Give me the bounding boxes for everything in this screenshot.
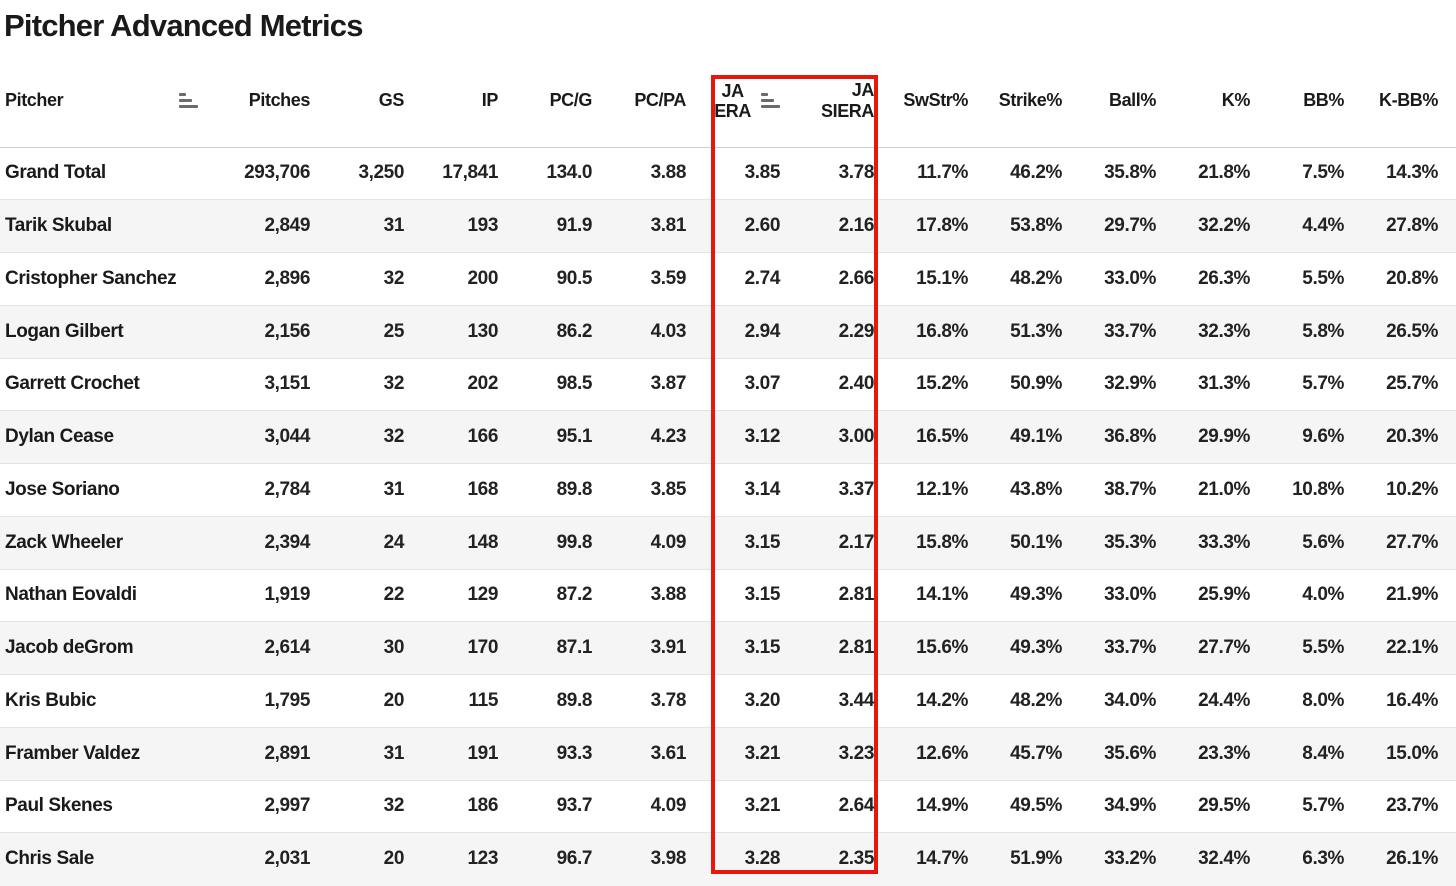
cell-ja_siera: 3.78 <box>838 162 874 184</box>
cell-ja_siera: 2.81 <box>798 569 892 622</box>
pitcher-name-cell: Nathan Eovaldi <box>0 569 234 622</box>
cell-ja_siera: 2.66 <box>798 253 892 306</box>
cell-pc_g: 96.7 <box>516 833 610 886</box>
cell-ip: 115 <box>422 675 516 728</box>
page-title: Pitcher Advanced Metrics <box>4 8 363 43</box>
cell-k_pct: 26.3% <box>1174 253 1268 306</box>
table-row <box>0 411 1456 464</box>
cell-ip: 123 <box>422 833 516 886</box>
column-header-strike_pct[interactable] <box>986 55 1080 147</box>
cell-pitches: 3,044 <box>234 411 328 464</box>
cell-pc_pa: 3.59 <box>610 253 704 306</box>
cell-ball_pct: 33.2% <box>1080 833 1174 886</box>
cell-k_bb_pct: 23.7% <box>1362 780 1456 833</box>
column-label-bb_pct: BB% <box>1303 90 1344 111</box>
column-label-swstr_pct: SwStr% <box>903 90 968 111</box>
cell-pitches: 2,849 <box>234 200 328 253</box>
cell-pc_g: 91.9 <box>516 200 610 253</box>
cell-swstr_pct: 16.5% <box>892 411 986 464</box>
cell-ip: 130 <box>422 305 516 358</box>
cell-k_bb_pct: 25.7% <box>1362 358 1456 411</box>
table-row <box>0 675 1456 728</box>
table-row <box>0 358 1456 411</box>
pitcher-name-cell: Paul Skenes <box>0 780 234 833</box>
cell-ball_pct: 35.6% <box>1080 727 1174 780</box>
cell-pc_pa: 3.88 <box>650 162 686 184</box>
cell-ip: 202 <box>422 358 516 411</box>
column-header-ja_era[interactable] <box>704 55 798 147</box>
cell-pc_pa: 4.09 <box>610 516 704 569</box>
cell-pc_pa: 4.09 <box>610 780 704 833</box>
cell-k_pct: 32.3% <box>1174 305 1268 358</box>
cell-gs: 30 <box>328 622 422 675</box>
cell-k_bb_pct: 21.9% <box>1362 569 1456 622</box>
cell-gs: 31 <box>328 464 422 517</box>
cell-bb_pct: 5.8% <box>1268 305 1362 358</box>
cell-strike_pct: 51.9% <box>986 833 1080 886</box>
cell-k_pct: 21.0% <box>1174 464 1268 517</box>
cell-strike_pct: 48.2% <box>986 253 1080 306</box>
cell-ja_era: 3.21 <box>704 727 798 780</box>
column-header-pc_pa[interactable] <box>610 55 704 147</box>
cell-k_bb_pct: 15.0% <box>1362 727 1456 780</box>
cell-gs: 32 <box>328 411 422 464</box>
column-header-ip[interactable] <box>422 55 516 147</box>
cell-bb_pct: 5.5% <box>1268 622 1362 675</box>
pitcher-name-cell: Cristopher Sanchez <box>0 253 234 306</box>
cell-swstr_pct: 14.7% <box>892 833 986 886</box>
cell-bb_pct: 5.5% <box>1268 253 1362 306</box>
column-header-bb_pct[interactable] <box>1268 55 1362 147</box>
cell-pc_pa: 3.87 <box>610 358 704 411</box>
cell-ball_pct: 38.7% <box>1080 464 1174 517</box>
cell-strike_pct: 51.3% <box>986 305 1080 358</box>
pitcher-name-cell: Grand Total <box>5 162 106 184</box>
cell-k_pct: 29.5% <box>1174 780 1268 833</box>
column-header-k_bb_pct[interactable] <box>1362 55 1456 147</box>
pitcher-name-cell: Jacob deGrom <box>0 622 234 675</box>
column-header-pc_g[interactable] <box>516 55 610 147</box>
cell-ja_siera: 3.37 <box>798 464 892 517</box>
cell-ja_siera: 2.35 <box>798 833 892 886</box>
cell-k_bb_pct: 27.7% <box>1362 516 1456 569</box>
cell-pc_pa: 3.88 <box>610 569 704 622</box>
cell-ball_pct: 34.0% <box>1080 675 1174 728</box>
cell-bb_pct: 4.0% <box>1268 569 1362 622</box>
cell-ja_siera: 2.40 <box>798 358 892 411</box>
table-row <box>0 253 1456 306</box>
cell-pc_pa: 4.23 <box>610 411 704 464</box>
pitcher-name-cell: Dylan Cease <box>0 411 234 464</box>
cell-strike_pct: 46.2% <box>1010 162 1062 184</box>
cell-ja_siera: 2.17 <box>798 516 892 569</box>
column-label-k_pct: K% <box>1221 90 1250 111</box>
column-label-pitches: Pitches <box>248 90 310 111</box>
cell-k_bb_pct: 20.3% <box>1362 411 1456 464</box>
cell-k_bb_pct: 26.1% <box>1362 833 1456 886</box>
cell-pitches: 2,156 <box>234 305 328 358</box>
cell-bb_pct: 5.7% <box>1268 780 1362 833</box>
column-label-gs: GS <box>378 90 404 111</box>
cell-pitches: 2,784 <box>234 464 328 517</box>
cell-pc_pa: 3.61 <box>610 727 704 780</box>
cell-k_pct: 23.3% <box>1174 727 1268 780</box>
cell-ja_era: 3.12 <box>704 411 798 464</box>
cell-ip: 193 <box>422 200 516 253</box>
cell-pc_g: 87.1 <box>516 622 610 675</box>
cell-pc_g: 134.0 <box>546 162 592 184</box>
cell-swstr_pct: 14.1% <box>892 569 986 622</box>
cell-k_pct: 27.7% <box>1174 622 1268 675</box>
column-header-ja_siera[interactable] <box>798 55 892 147</box>
cell-ball_pct: 33.7% <box>1080 305 1174 358</box>
column-label-k_bb_pct: K-BB% <box>1379 90 1438 111</box>
cell-ball_pct: 33.0% <box>1080 569 1174 622</box>
cell-bb_pct: 9.6% <box>1268 411 1362 464</box>
table-row <box>0 569 1456 622</box>
cell-strike_pct: 49.5% <box>986 780 1080 833</box>
pitcher-name-cell: Jose Soriano <box>0 464 234 517</box>
cell-swstr_pct: 14.9% <box>892 780 986 833</box>
cell-ja_siera: 2.29 <box>798 305 892 358</box>
cell-ip: 166 <box>422 411 516 464</box>
cell-ja_era: 3.07 <box>704 358 798 411</box>
cell-k_bb_pct: 16.4% <box>1362 675 1456 728</box>
table-row <box>0 464 1456 517</box>
cell-gs: 31 <box>328 727 422 780</box>
cell-gs: 24 <box>328 516 422 569</box>
cell-pc_g: 93.3 <box>516 727 610 780</box>
cell-pc_g: 89.8 <box>516 464 610 517</box>
cell-bb_pct: 10.8% <box>1268 464 1362 517</box>
cell-ball_pct: 33.0% <box>1080 253 1174 306</box>
cell-swstr_pct: 16.8% <box>892 305 986 358</box>
cell-pc_g: 90.5 <box>516 253 610 306</box>
pitcher-name-cell: Framber Valdez <box>0 727 234 780</box>
cell-swstr_pct: 15.2% <box>892 358 986 411</box>
cell-ball_pct: 32.9% <box>1080 358 1174 411</box>
cell-ja_era: 3.20 <box>704 675 798 728</box>
cell-ip: 191 <box>422 727 516 780</box>
cell-pc_g: 98.5 <box>516 358 610 411</box>
cell-bb_pct: 8.0% <box>1268 675 1362 728</box>
pitcher-name-cell: Garrett Crochet <box>0 358 234 411</box>
cell-bb_pct: 4.4% <box>1268 200 1362 253</box>
cell-swstr_pct: 17.8% <box>892 200 986 253</box>
cell-pc_pa: 3.98 <box>610 833 704 886</box>
cell-ip: 168 <box>422 464 516 517</box>
cell-pitches: 2,394 <box>234 516 328 569</box>
cell-ja_era: 2.60 <box>704 200 798 253</box>
cell-gs: 22 <box>328 569 422 622</box>
table-row <box>0 833 1456 886</box>
sort-bars-icon[interactable] <box>179 93 198 108</box>
cell-pc_g: 93.7 <box>516 780 610 833</box>
cell-ja_siera: 2.16 <box>798 200 892 253</box>
table-row <box>0 727 1456 780</box>
column-label-ip: IP <box>481 90 498 111</box>
table-header-row <box>0 55 1456 147</box>
column-label-pitcher: Pitcher <box>5 90 64 111</box>
table-row <box>0 305 1456 358</box>
cell-pitches: 2,891 <box>234 727 328 780</box>
cell-ja_siera: 3.23 <box>798 727 892 780</box>
pitcher-name-cell: Tarik Skubal <box>0 200 234 253</box>
cell-ja_era: 3.21 <box>704 780 798 833</box>
cell-ip: 200 <box>422 253 516 306</box>
column-label-ja_era: JA ERA <box>714 80 751 121</box>
cell-strike_pct: 50.1% <box>986 516 1080 569</box>
table-row <box>0 780 1456 833</box>
cell-ja_era: 3.15 <box>704 622 798 675</box>
cell-k_bb_pct: 10.2% <box>1362 464 1456 517</box>
cell-gs: 20 <box>328 833 422 886</box>
pitcher-name-cell: Zack Wheeler <box>0 516 234 569</box>
cell-k_pct: 25.9% <box>1174 569 1268 622</box>
cell-ip: 148 <box>422 516 516 569</box>
pitcher-name-cell: Chris Sale <box>0 833 234 886</box>
column-label-pc_g: PC/G <box>549 90 592 111</box>
cell-swstr_pct: 15.6% <box>892 622 986 675</box>
cell-bb_pct: 6.3% <box>1268 833 1362 886</box>
column-label-strike_pct: Strike% <box>998 90 1062 111</box>
cell-k_pct: 32.2% <box>1174 200 1268 253</box>
cell-ip: 129 <box>422 569 516 622</box>
column-header-swstr_pct[interactable] <box>892 55 986 147</box>
cell-gs: 25 <box>328 305 422 358</box>
cell-pc_pa: 3.81 <box>610 200 704 253</box>
cell-ja_era: 3.85 <box>744 162 780 184</box>
cell-swstr_pct: 11.7% <box>917 162 968 184</box>
cell-ja_siera: 2.64 <box>798 780 892 833</box>
cell-pitches: 3,151 <box>234 358 328 411</box>
column-header-ball_pct[interactable] <box>1080 55 1174 147</box>
cell-k_pct: 33.3% <box>1174 516 1268 569</box>
cell-k_bb_pct: 14.3% <box>1386 162 1438 184</box>
cell-ja_era: 3.14 <box>704 464 798 517</box>
cell-pitches: 2,997 <box>234 780 328 833</box>
cell-ja_era: 2.74 <box>704 253 798 306</box>
cell-ja_era: 3.15 <box>704 569 798 622</box>
cell-pc_g: 89.8 <box>516 675 610 728</box>
cell-bb_pct: 5.6% <box>1268 516 1362 569</box>
cell-ball_pct: 33.7% <box>1080 622 1174 675</box>
cell-swstr_pct: 12.6% <box>892 727 986 780</box>
cell-strike_pct: 50.9% <box>986 358 1080 411</box>
column-label-ja_siera: JA SIERA <box>820 79 874 121</box>
table-row <box>0 147 1456 200</box>
column-header-k_pct[interactable] <box>1174 55 1268 147</box>
cell-ball_pct: 35.3% <box>1080 516 1174 569</box>
cell-ball_pct: 34.9% <box>1080 780 1174 833</box>
cell-gs: 32 <box>328 358 422 411</box>
pitcher-name-cell: Kris Bubic <box>0 675 234 728</box>
cell-pitches: 293,706 <box>244 162 310 184</box>
cell-ip: 17,841 <box>442 162 498 184</box>
cell-bb_pct: 8.4% <box>1268 727 1362 780</box>
column-header-gs[interactable] <box>328 55 422 147</box>
cell-pc_g: 95.1 <box>516 411 610 464</box>
cell-swstr_pct: 14.2% <box>892 675 986 728</box>
cell-ip: 186 <box>422 780 516 833</box>
cell-k_pct: 21.8% <box>1198 162 1250 184</box>
column-header-pitcher[interactable] <box>0 55 234 147</box>
cell-gs: 31 <box>328 200 422 253</box>
cell-gs: 20 <box>328 675 422 728</box>
table-row <box>0 516 1456 569</box>
cell-ja_siera: 3.44 <box>798 675 892 728</box>
column-header-pitches[interactable] <box>234 55 328 147</box>
cell-ball_pct: 29.7% <box>1080 200 1174 253</box>
cell-strike_pct: 43.8% <box>986 464 1080 517</box>
cell-k_pct: 31.3% <box>1174 358 1268 411</box>
cell-pitches: 2,614 <box>234 622 328 675</box>
cell-k_pct: 29.9% <box>1174 411 1268 464</box>
cell-gs: 3,250 <box>358 162 404 184</box>
column-label-ball_pct: Ball% <box>1108 90 1156 111</box>
column-label-pc_pa: PC/PA <box>634 90 686 111</box>
cell-pitches: 1,919 <box>234 569 328 622</box>
cell-bb_pct: 5.7% <box>1268 358 1362 411</box>
pitcher-metrics-table <box>0 55 1456 886</box>
cell-bb_pct: 7.5% <box>1302 162 1344 184</box>
cell-pitches: 2,031 <box>234 833 328 886</box>
cell-pc_pa: 3.85 <box>610 464 704 517</box>
cell-ja_era: 3.15 <box>704 516 798 569</box>
table-row <box>0 622 1456 675</box>
cell-ip: 170 <box>422 622 516 675</box>
cell-k_pct: 32.4% <box>1174 833 1268 886</box>
cell-strike_pct: 49.3% <box>986 622 1080 675</box>
cell-ja_era: 3.28 <box>704 833 798 886</box>
cell-pc_g: 87.2 <box>516 569 610 622</box>
cell-ball_pct: 36.8% <box>1080 411 1174 464</box>
cell-pitches: 2,896 <box>234 253 328 306</box>
cell-pc_g: 99.8 <box>516 516 610 569</box>
cell-strike_pct: 49.3% <box>986 569 1080 622</box>
cell-ja_siera: 3.00 <box>798 411 892 464</box>
cell-swstr_pct: 15.1% <box>892 253 986 306</box>
cell-k_bb_pct: 20.8% <box>1362 253 1456 306</box>
cell-k_bb_pct: 26.5% <box>1362 305 1456 358</box>
cell-swstr_pct: 12.1% <box>892 464 986 517</box>
cell-pc_pa: 3.91 <box>610 622 704 675</box>
cell-pc_pa: 4.03 <box>610 305 704 358</box>
cell-pitches: 1,795 <box>234 675 328 728</box>
cell-ball_pct: 35.8% <box>1104 162 1156 184</box>
table-row <box>0 200 1456 253</box>
cell-gs: 32 <box>328 253 422 306</box>
cell-ja_siera: 2.81 <box>798 622 892 675</box>
cell-pc_pa: 3.78 <box>610 675 704 728</box>
pitcher-name-cell: Logan Gilbert <box>0 305 234 358</box>
cell-gs: 32 <box>328 780 422 833</box>
cell-strike_pct: 53.8% <box>986 200 1080 253</box>
cell-k_bb_pct: 27.8% <box>1362 200 1456 253</box>
cell-k_pct: 24.4% <box>1174 675 1268 728</box>
cell-pc_g: 86.2 <box>516 305 610 358</box>
cell-strike_pct: 49.1% <box>986 411 1080 464</box>
cell-strike_pct: 48.2% <box>986 675 1080 728</box>
sort-bars-icon[interactable] <box>761 93 780 108</box>
cell-k_bb_pct: 22.1% <box>1362 622 1456 675</box>
cell-swstr_pct: 15.8% <box>892 516 986 569</box>
cell-strike_pct: 45.7% <box>986 727 1080 780</box>
cell-ja_era: 2.94 <box>704 305 798 358</box>
